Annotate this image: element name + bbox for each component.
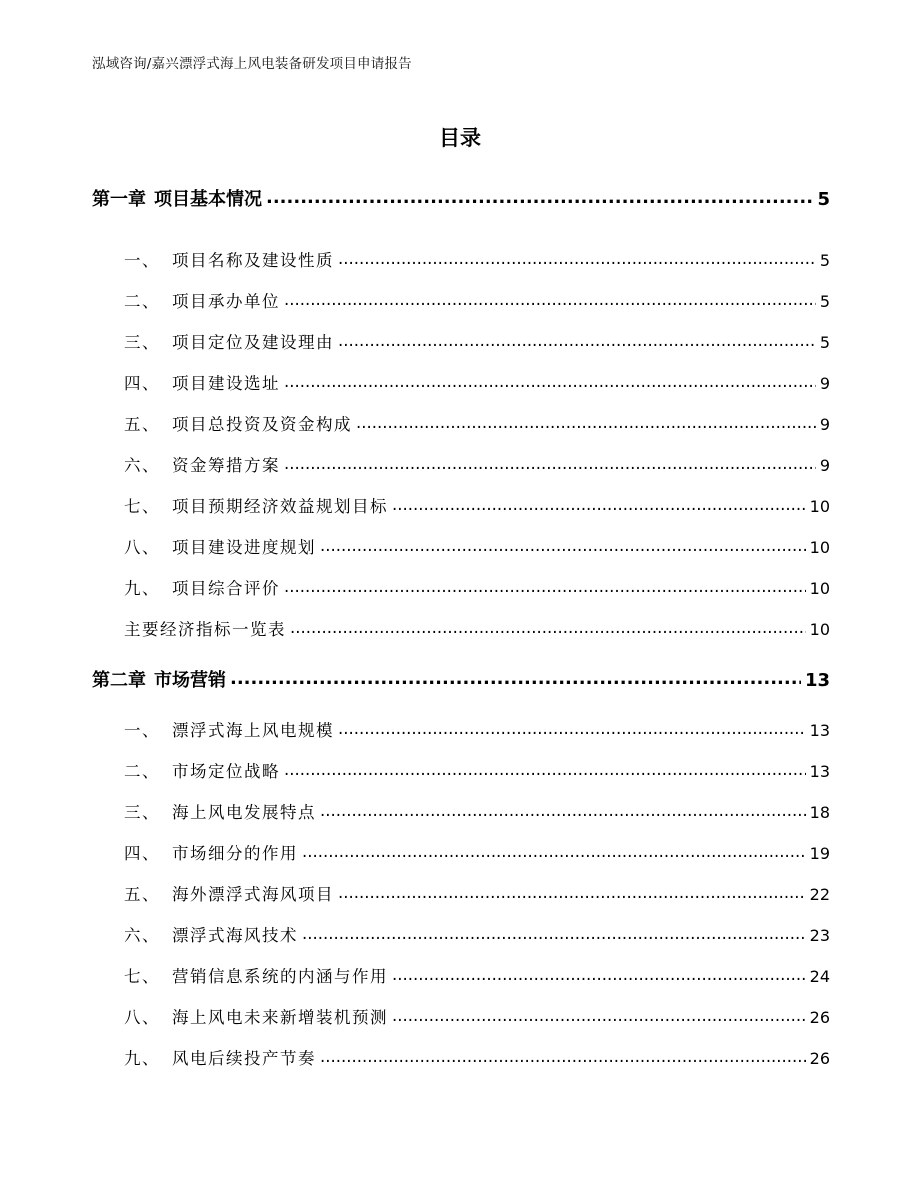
toc-entry-title: 营销信息系统的内涵与作用 xyxy=(172,967,388,986)
dot-leader xyxy=(338,720,806,737)
toc-section[interactable] xyxy=(92,493,830,517)
toc-entry-label xyxy=(92,922,298,946)
toc-entry-title: 市场营销 xyxy=(154,670,226,691)
toc-entry-label xyxy=(92,881,334,905)
toc-entry-number: 六、 xyxy=(124,926,160,945)
toc-entry-page: 24 xyxy=(809,967,830,986)
toc-entry-page: 9 xyxy=(819,374,830,393)
toc-section[interactable] xyxy=(92,452,830,476)
toc-entry-number: 九、 xyxy=(124,579,160,598)
toc-entry-page: 13 xyxy=(809,762,830,781)
dot-leader xyxy=(356,414,816,431)
toc-section[interactable] xyxy=(92,616,830,640)
dot-leader xyxy=(290,619,806,636)
toc-section[interactable] xyxy=(92,247,830,271)
dot-leader xyxy=(302,843,806,860)
dot-leader xyxy=(284,578,806,595)
toc-entry-title: 市场细分的作用 xyxy=(172,844,298,863)
toc-entry-title: 项目名称及建设性质 xyxy=(172,251,334,270)
toc-entry-title: 风电后续投产节奏 xyxy=(172,1049,316,1068)
dot-leader xyxy=(320,1048,806,1065)
toc-section[interactable] xyxy=(92,840,830,864)
toc-entry-label xyxy=(92,758,280,782)
toc-entry-page: 5 xyxy=(819,292,830,311)
toc-entry-label xyxy=(92,717,334,741)
toc-entry-label xyxy=(92,329,334,353)
toc-entry-number: 二、 xyxy=(124,762,160,781)
toc-entry-label xyxy=(92,534,316,558)
toc-entry-label xyxy=(92,370,280,394)
toc-entry-number: 九、 xyxy=(124,1049,160,1068)
toc-entry-number: 四、 xyxy=(124,844,160,863)
toc-entry-label xyxy=(92,840,298,864)
toc-entry-title: 项目基本情况 xyxy=(154,189,262,210)
toc-entry-number: 第二章 xyxy=(92,670,146,691)
toc-entry-page: 10 xyxy=(809,497,830,516)
dot-leader xyxy=(392,1007,806,1024)
toc-entry-label xyxy=(92,411,352,435)
toc-entry-title: 资金筹措方案 xyxy=(172,456,280,475)
toc-entry-label xyxy=(92,493,388,517)
toc-entry-page: 10 xyxy=(809,579,830,598)
toc-entry-page: 5 xyxy=(819,251,830,270)
toc-entry-number: 二、 xyxy=(124,292,160,311)
toc-entry-label xyxy=(92,288,280,312)
toc-entry-page: 10 xyxy=(809,620,830,639)
toc-entry-label xyxy=(92,1004,388,1028)
toc-entry-label xyxy=(92,185,262,211)
toc-entry-title: 项目预期经济效益规划目标 xyxy=(172,497,388,516)
toc-entry-page: 26 xyxy=(809,1049,830,1068)
dot-leader xyxy=(392,496,806,513)
toc-entry-title: 项目建设进度规划 xyxy=(172,538,316,557)
dot-leader xyxy=(392,966,806,983)
toc-entry-page: 23 xyxy=(809,926,830,945)
toc-entry-title: 海外漂浮式海风项目 xyxy=(172,885,334,904)
toc-entry-title: 主要经济指标一览表 xyxy=(124,620,286,639)
toc-section[interactable] xyxy=(92,922,830,946)
toc-section[interactable] xyxy=(92,758,830,782)
toc-section[interactable] xyxy=(92,1045,830,1069)
toc-section[interactable] xyxy=(92,881,830,905)
toc-entry-page: 22 xyxy=(809,885,830,904)
dot-leader xyxy=(230,668,801,686)
toc-entry-number: 第一章 xyxy=(92,189,146,210)
toc-entry-number: 七、 xyxy=(124,497,160,516)
dot-leader xyxy=(320,802,806,819)
toc-section[interactable] xyxy=(92,329,830,353)
toc-entry-page: 13 xyxy=(809,721,830,740)
dot-leader xyxy=(284,373,816,390)
toc-entry-title: 项目建设选址 xyxy=(172,374,280,393)
toc-entry-number: 四、 xyxy=(124,374,160,393)
page-header: 泓域咨询/嘉兴漂浮式海上风电装备研发项目申请报告 xyxy=(92,56,412,72)
dot-leader xyxy=(284,291,816,308)
toc-entry-number: 八、 xyxy=(124,538,160,557)
toc-entry-page: 13 xyxy=(804,670,830,691)
dot-leader xyxy=(284,761,806,778)
dot-leader xyxy=(338,250,816,267)
toc-entry-number: 五、 xyxy=(124,885,160,904)
toc-chapter[interactable] xyxy=(92,185,830,211)
toc-section[interactable] xyxy=(92,534,830,558)
toc-entry-page: 9 xyxy=(819,456,830,475)
toc-entry-number: 一、 xyxy=(124,721,160,740)
toc-entry-title: 漂浮式海上风电规模 xyxy=(172,721,334,740)
header-divider xyxy=(90,78,830,79)
dot-leader xyxy=(284,455,816,472)
toc-entry-label xyxy=(92,616,286,640)
toc-entry-page: 10 xyxy=(809,538,830,557)
toc-section[interactable] xyxy=(92,717,830,741)
toc-section[interactable] xyxy=(92,1004,830,1028)
toc-section[interactable] xyxy=(92,963,830,987)
dot-leader xyxy=(320,537,806,554)
dot-leader xyxy=(338,332,816,349)
dot-leader xyxy=(338,884,806,901)
dot-leader xyxy=(302,925,806,942)
toc-entry-title: 海上风电发展特点 xyxy=(172,803,316,822)
toc-entry-title: 项目综合评价 xyxy=(172,579,280,598)
toc-entry-number: 六、 xyxy=(124,456,160,475)
toc-entry-title: 漂浮式海风技术 xyxy=(172,926,298,945)
toc-entry-page: 5 xyxy=(817,189,830,210)
toc-entry-title: 项目承办单位 xyxy=(172,292,280,311)
toc-entry-page: 18 xyxy=(809,803,830,822)
toc-section[interactable] xyxy=(92,575,830,599)
toc-entry-label xyxy=(92,575,280,599)
toc-entry-label xyxy=(92,963,388,987)
toc-section[interactable] xyxy=(92,799,830,823)
toc-entry-label xyxy=(92,452,280,476)
toc-entry-page: 19 xyxy=(809,844,830,863)
toc-entry-page: 5 xyxy=(819,333,830,352)
toc-entry-number: 七、 xyxy=(124,967,160,986)
toc-title: 目录 xyxy=(439,126,481,150)
toc-section[interactable] xyxy=(92,411,830,435)
toc-entry-title: 项目总投资及资金构成 xyxy=(172,415,352,434)
toc-entry-title: 海上风电未来新增装机预测 xyxy=(172,1008,388,1027)
toc-entry-title: 项目定位及建设理由 xyxy=(172,333,334,352)
toc-entry-page: 26 xyxy=(809,1008,830,1027)
toc-entry-label xyxy=(92,247,334,271)
toc-entry-number: 三、 xyxy=(124,803,160,822)
toc-entry-number: 五、 xyxy=(124,415,160,434)
toc-section[interactable] xyxy=(92,288,830,312)
toc-entry-title: 市场定位战略 xyxy=(172,762,280,781)
toc-entry-number: 一、 xyxy=(124,251,160,270)
toc-entry-label xyxy=(92,799,316,823)
toc-entry-label xyxy=(92,1045,316,1069)
toc-entry-number: 八、 xyxy=(124,1008,160,1027)
toc-entry-number: 三、 xyxy=(124,333,160,352)
dot-leader xyxy=(266,187,813,205)
toc-section[interactable] xyxy=(92,370,830,394)
toc-entry-page: 9 xyxy=(819,415,830,434)
toc-chapter[interactable] xyxy=(92,666,830,692)
toc-entry-label xyxy=(92,666,226,692)
